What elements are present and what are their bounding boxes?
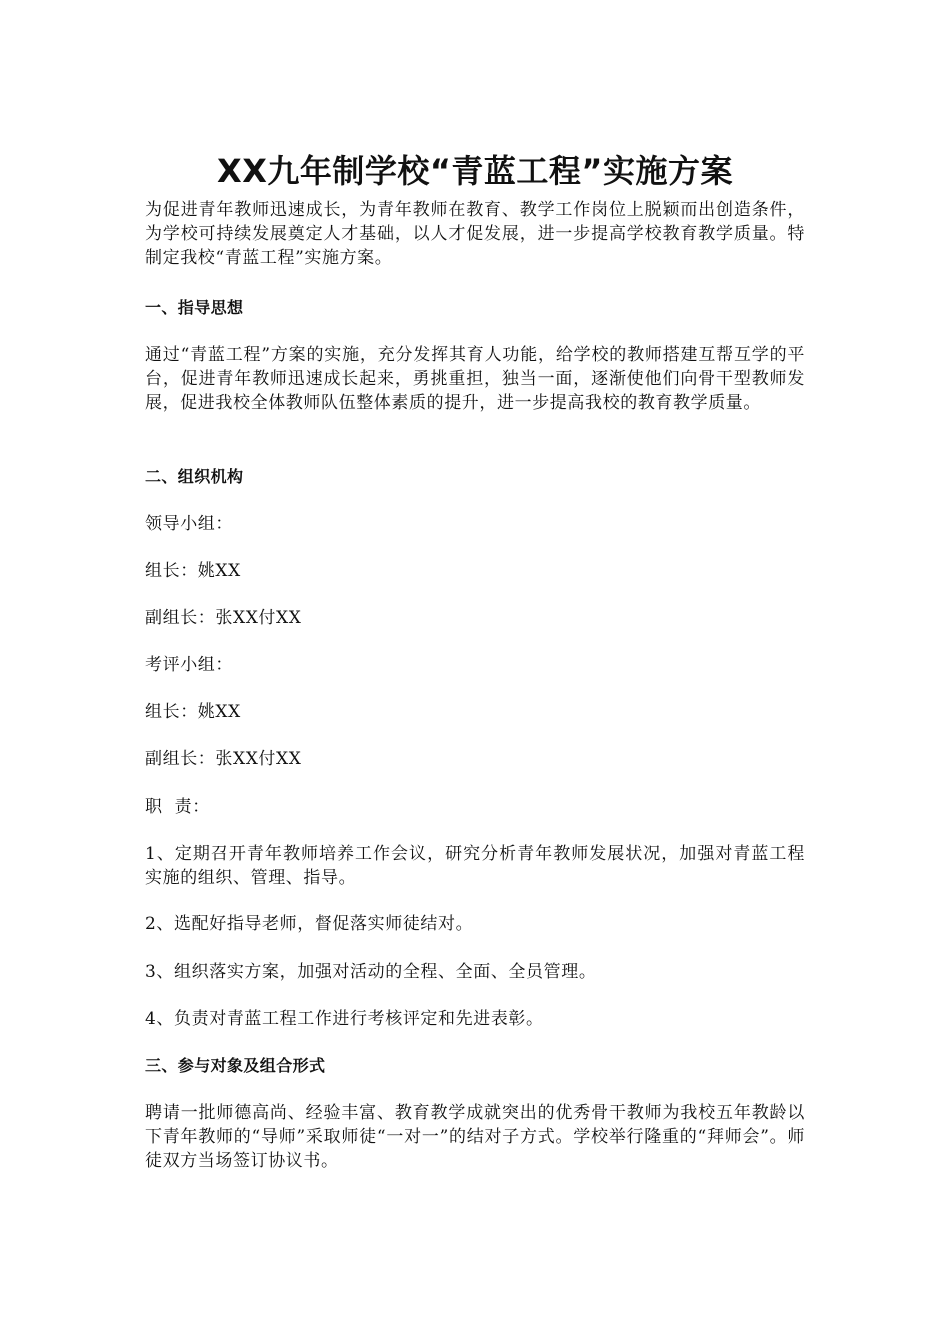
- section-2-heading: 二、组织机构: [145, 467, 244, 486]
- section-1-heading: 一、指导思想: [145, 298, 244, 317]
- section-3-body: 聘请一批师德高尚、经验丰富、教育教学成就突出的优秀骨干教师为我校五年教龄以下青年教师的“导师”采取师徒“一对一”的结对子方式。学校举行隆重的“拜师会”。师徒双方当场签订协议书。: [145, 1103, 805, 1171]
- evaluation-deputy-line: 副组长：张XX付XX: [145, 749, 302, 769]
- duty-item: 2、选配好指导老师，督促落实师徒结对。: [145, 914, 474, 934]
- section-3-heading: 三、参与对象及组合形式: [145, 1056, 326, 1075]
- deputy-leader-line: 副组长：张XX付XX: [145, 608, 302, 628]
- section-1-body: 通过“青蓝工程”方案的实施，充分发挥其育人功能，给学校的教师搭建互帮互学的平台，促进青年教师迅速成长起来，勇挑重担，独当一面，逐渐使他们向骨干型教师发展，促进我校全体教师队伍整体素质的提升，进一步提高我校的教育教学质量。: [145, 345, 805, 413]
- leader-line: 组长：姚XX: [145, 561, 241, 581]
- document-title: XX九年制学校“青蓝工程”实施方案: [217, 152, 733, 191]
- evaluation-leader-line: 组长：姚XX: [145, 702, 241, 722]
- evaluation-group-label: 考评小组：: [145, 655, 233, 675]
- leadership-group-label: 领导小组：: [145, 514, 233, 534]
- duty-item: 1、定期召开青年教师培养工作会议，研究分析青年教师发展状况，加强对青蓝工程实施的组织、管理、指导。: [145, 844, 805, 888]
- duty-item: 3、组织落实方案，加强对活动的全程、全面、全员管理。: [145, 962, 597, 982]
- duty-item: 4、负责对青蓝工程工作进行考核评定和先进表彰。: [145, 1009, 544, 1029]
- intro-paragraph: 为促进青年教师迅速成长，为青年教师在教育、教学工作岗位上脱颖而出创造条件，为学校可持续发展奠定人才基础，以人才促发展，进一步提高学校教育教学质量。特制定我校“青蓝工程”实施方案。: [145, 200, 805, 268]
- duties-label: 职 责：: [145, 797, 210, 817]
